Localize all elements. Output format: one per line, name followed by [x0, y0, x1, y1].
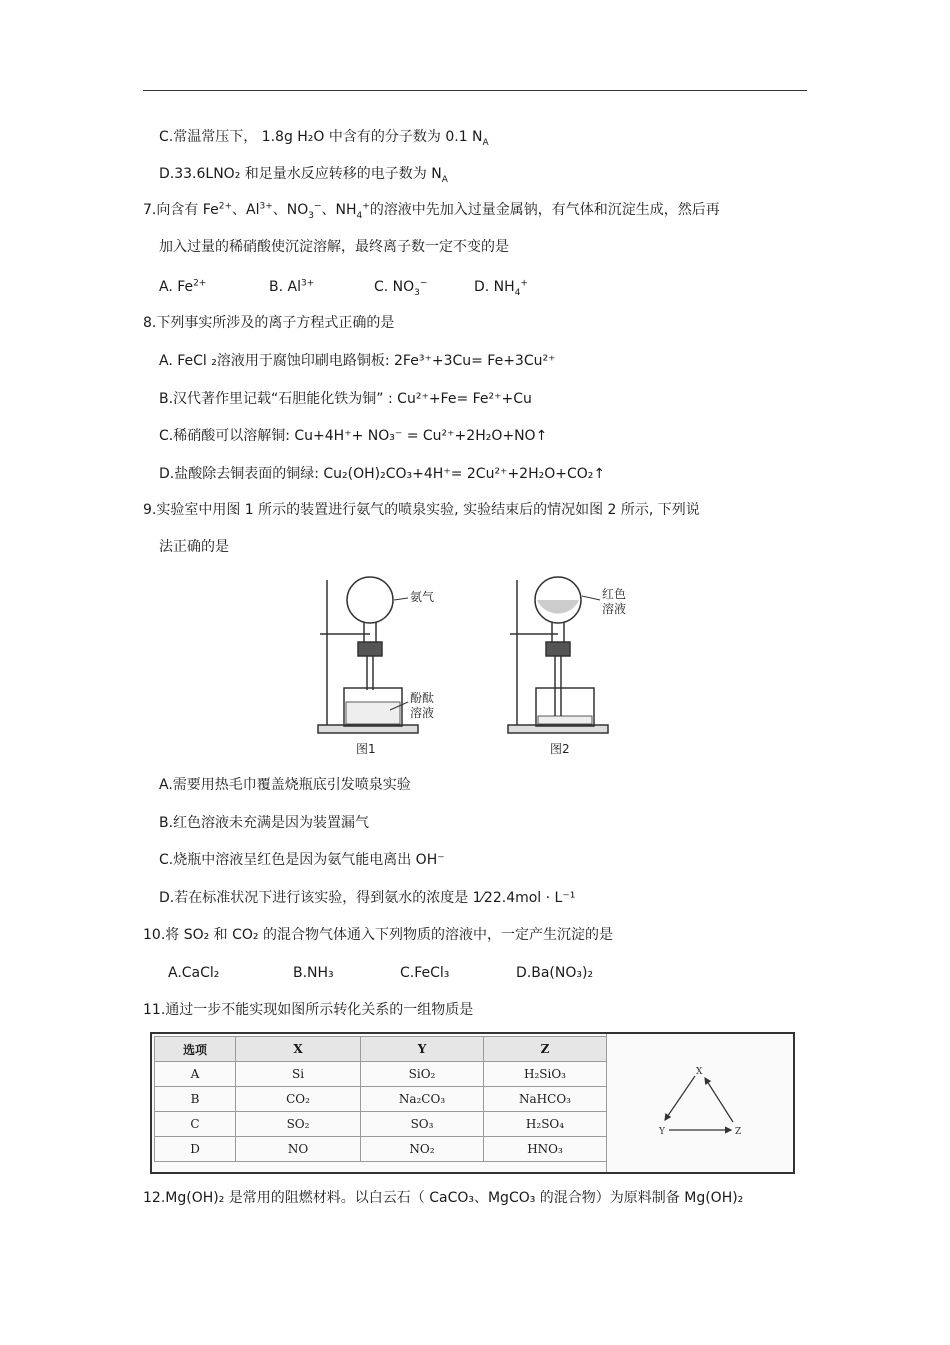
q7-stem-cont: 加入过量的稀硝酸使沉淀溶解，最终离子数一定不变的是 [159, 239, 509, 255]
triangle-y-label: Y [659, 1127, 665, 1137]
fig1-gas-label: 氨气 [410, 590, 435, 604]
header-rule [143, 90, 807, 91]
fig1-caption: 图1 [356, 742, 376, 756]
q11-options-table [150, 1032, 795, 1174]
cell-z: H₂SiO₃ [484, 1062, 607, 1087]
header-y: Y [361, 1037, 484, 1062]
cell-z: H₂SO₄ [484, 1112, 607, 1137]
q7-stem: 7.向含有 $Fe^{2+}$、$Al^{3+}$、$NO_3^-$、$NH_4^+$的溶液中先加入过量金属钠，有气体和沉淀生成，然后再 [143, 201, 720, 221]
cell-z: HNO₃ [484, 1137, 607, 1162]
figure-2 [508, 577, 608, 733]
q7-option-a: A. $Fe^{2+}$ [159, 278, 207, 295]
q9-option-d: D.若在标准状况下进行该实验，得到氨水的浓度是 1⁄22.4mol · L⁻¹ [159, 890, 576, 906]
q8-option-b: B.汉代著作里记载“石胆能化铁为铜” : Cu²⁺+Fe= Fe²⁺+Cu [159, 391, 532, 407]
triangle-z-label: Z [735, 1127, 742, 1137]
q11-stem: 11.通过一步不能实现如图所示转化关系的一组物质是 [143, 1002, 474, 1018]
cell-option: B [155, 1087, 236, 1112]
fig2-label-1: 红色 [602, 587, 627, 601]
cell-x: SO₂ [236, 1112, 361, 1137]
table-header-row [155, 1037, 607, 1062]
q9-stem-cont: 法正确的是 [159, 539, 229, 555]
q9-option-a: A.需要用热毛巾覆盖烧瓶底引发喷泉实验 [159, 777, 411, 793]
cell-x: CO₂ [236, 1087, 361, 1112]
table-row [155, 1062, 607, 1087]
q9-option-b: B.红色溶液未充满是因为装置漏气 [159, 815, 370, 831]
substance-table [154, 1036, 607, 1162]
q9-stem: 9.实验室中用图 1 所示的装置进行氨气的喷泉实验, 实验结束后的情况如图 2 所示, 下列说 [143, 502, 700, 518]
q7-option-c: C. $NO_3^-$ [374, 278, 428, 298]
q8-stem: 8.下列事实所涉及的离子方程式正确的是 [143, 315, 395, 331]
q8-option-d: D.盐酸除去铜表面的铜绿: Cu₂(OH)₂CO₃+4H⁺= 2Cu²⁺+2H₂O+CO₂↑ [159, 466, 606, 482]
q10-option-a: A.CaCl₂ [168, 965, 220, 981]
q10-option-c: C.FeCl₃ [400, 965, 450, 981]
q7-option-d: D. $NH_4^+$ [474, 278, 528, 298]
q9-option-c: C.烧瓶中溶液呈红色是因为氨气能电离出 OH⁻ [159, 852, 445, 868]
table-row [155, 1112, 607, 1137]
fig1-solution-label-2: 溶液 [410, 706, 435, 720]
conversion-triangle-diagram [606, 1034, 790, 1172]
q8-option-a: A. FeCl ₂溶液用于腐蚀印刷电路铜板: 2Fe³⁺+3Cu= Fe+3Cu²⁺ [159, 353, 556, 369]
triangle-x-label: X [696, 1067, 703, 1077]
q10-option-b: B.NH₃ [293, 965, 334, 981]
cell-x: NO [236, 1137, 361, 1162]
cell-option: D [155, 1137, 236, 1162]
header-x: X [236, 1037, 361, 1062]
q10-option-d: D.Ba(NO₃)₂ [516, 965, 594, 981]
table-row [155, 1137, 607, 1162]
table-row [155, 1087, 607, 1112]
cell-option: A [155, 1062, 236, 1087]
cell-option: C [155, 1112, 236, 1137]
cell-z: NaHCO₃ [484, 1087, 607, 1112]
cell-y: SiO₂ [361, 1062, 484, 1087]
q12-stem: 12.Mg(OH)₂ 是常用的阻燃材料。以白云石（ CaCO₃、MgCO₃ 的混合物）为原料制备 Mg(OH)₂ [143, 1190, 744, 1206]
q6-option-c: C.常温常压下， 1.8g H₂O 中含有的分子数为 0.1 $N_A$ [159, 129, 489, 148]
q10-stem: 10.将 SO₂ 和 CO₂ 的混合物气体通入下列物质的溶液中，一定产生沉淀的是 [143, 927, 613, 943]
figure-1 [318, 577, 418, 733]
q8-option-c: C.稀硝酸可以溶解铜: Cu+4H⁺+ NO₃⁻ = Cu²⁺+2H₂O+NO↑ [159, 428, 548, 444]
fig2-label-2: 溶液 [602, 602, 627, 616]
q6-option-d: D.33.6LNO₂ 和足量水反应转移的电子数为 $N_A$ [159, 166, 448, 185]
fig1-solution-label-1: 酚酞 [410, 691, 435, 705]
header-option: 选项 [155, 1037, 236, 1062]
q7-option-b: B. $Al^{3+}$ [269, 278, 315, 295]
cell-y: SO₃ [361, 1112, 484, 1137]
cell-x: Si [236, 1062, 361, 1087]
fig2-caption: 图2 [550, 742, 570, 756]
header-z: Z [484, 1037, 607, 1062]
fountain-experiment-figures [310, 570, 640, 760]
cell-y: NO₂ [361, 1137, 484, 1162]
cell-y: Na₂CO₃ [361, 1087, 484, 1112]
